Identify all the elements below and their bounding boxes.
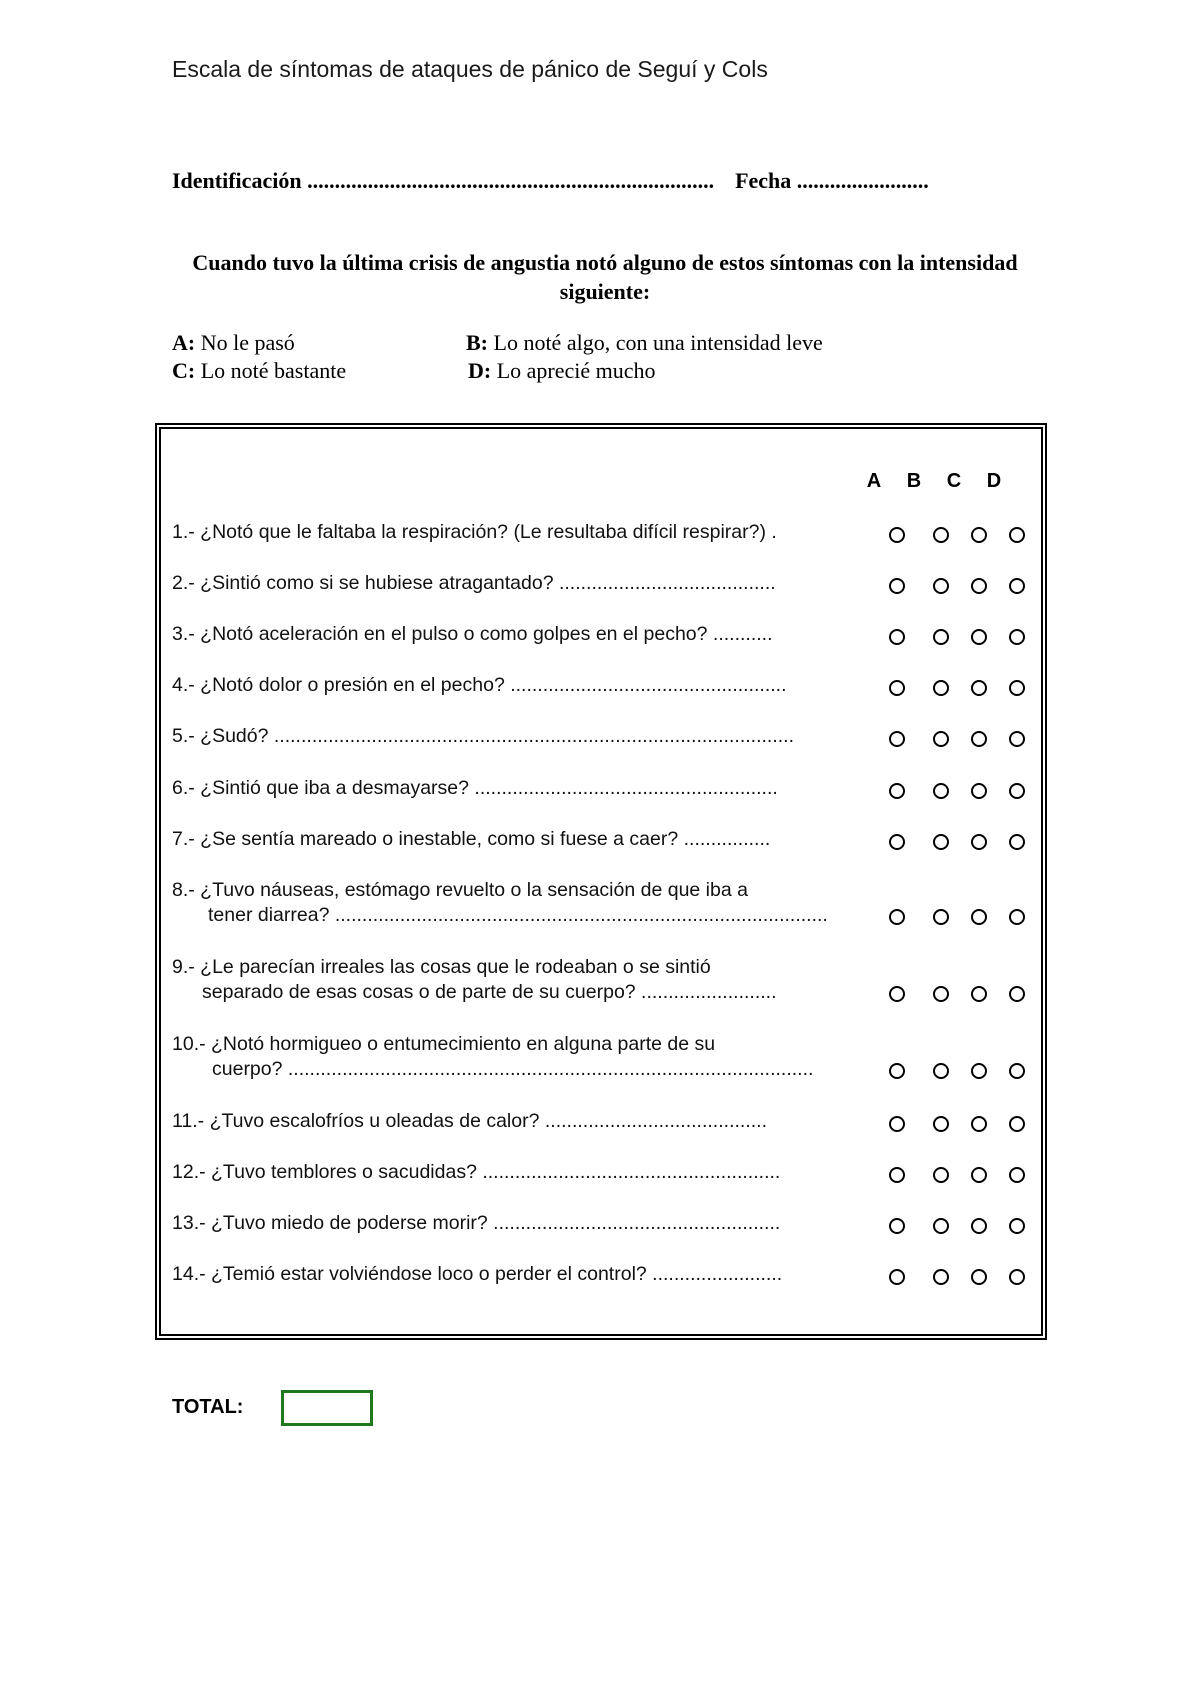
radio-item-9-a[interactable]: [889, 986, 905, 1002]
identification-field[interactable]: ..........................................................................: [307, 168, 715, 193]
total-field[interactable]: [281, 1390, 373, 1426]
radio-item-6-c[interactable]: [971, 783, 987, 799]
legend-d-key: D:: [468, 358, 492, 383]
item-12: [172, 1160, 780, 1185]
item-text: 3.- ¿Notó aceleración en el pulso o como golpes en el pecho? ...........: [172, 623, 773, 645]
item-10: [172, 1032, 813, 1082]
item-text: 7.- ¿Se sentía mareado o inestable, como si fuese a caer? ................: [172, 828, 771, 850]
radio-item-10-d[interactable]: [1009, 1063, 1025, 1079]
date-field[interactable]: ........................: [796, 168, 929, 193]
item-text: 11.- ¿Tuvo escalofríos u oleadas de calor? .........................................: [172, 1110, 767, 1132]
radio-item-3-c[interactable]: [971, 629, 987, 645]
item-text: 13.- ¿Tuvo miedo de poderse morir? .....................................................: [172, 1212, 781, 1234]
item-text: 5.- ¿Sudó? ................................................................................................: [172, 725, 794, 747]
total-label: TOTAL:: [172, 1396, 244, 1418]
column-header-d: D: [986, 470, 1002, 492]
radio-item-7-a[interactable]: [889, 834, 905, 850]
item-1: [172, 520, 777, 545]
radio-item-12-c[interactable]: [971, 1167, 987, 1183]
radio-item-14-b[interactable]: [933, 1269, 949, 1285]
radio-item-5-d[interactable]: [1009, 731, 1025, 747]
radio-item-9-b[interactable]: [933, 986, 949, 1002]
item-text: 10.- ¿Notó hormigueo o entumecimiento en alguna parte de su: [172, 1033, 716, 1055]
instruction-text: Cuando tuvo la última crisis de angustia notó alguno de estos síntomas con la intensidad siguiente:: [192, 250, 1018, 304]
radio-item-13-d[interactable]: [1009, 1218, 1025, 1234]
radio-item-4-d[interactable]: [1009, 680, 1025, 696]
radio-item-10-b[interactable]: [933, 1063, 949, 1079]
item-11: [172, 1109, 767, 1134]
radio-item-8-a[interactable]: [889, 909, 905, 925]
radio-item-10-c[interactable]: [971, 1063, 987, 1079]
radio-item-1-c[interactable]: [971, 527, 987, 543]
item-text-continuation: separado de esas cosas o de parte de su cuerpo? .........................: [202, 981, 777, 1003]
legend-c-key: C:: [172, 358, 196, 383]
radio-item-13-b[interactable]: [933, 1218, 949, 1234]
legend-b-key: B:: [466, 330, 488, 355]
radio-item-5-a[interactable]: [889, 731, 905, 747]
radio-item-1-a[interactable]: [889, 527, 905, 543]
identification-label: Identificación: [172, 168, 302, 193]
date-label: Fecha: [735, 168, 792, 193]
radio-item-14-c[interactable]: [971, 1269, 987, 1285]
page-title: Escala de síntomas de ataques de pánico de Seguí y Cols: [172, 56, 768, 82]
item-text: 12.- ¿Tuvo temblores o sacudidas? .......................................................: [172, 1161, 781, 1183]
radio-item-4-a[interactable]: [889, 680, 905, 696]
radio-item-7-d[interactable]: [1009, 834, 1025, 850]
radio-item-3-d[interactable]: [1009, 629, 1025, 645]
radio-item-1-b[interactable]: [933, 527, 949, 543]
item-text: 6.- ¿Sintió que iba a desmayarse? ........................................................: [172, 777, 778, 799]
radio-item-8-d[interactable]: [1009, 909, 1025, 925]
item-14: [172, 1262, 782, 1287]
legend-a: [172, 330, 295, 356]
legend-d: [468, 358, 656, 384]
radio-item-11-c[interactable]: [971, 1116, 987, 1132]
radio-item-1-d[interactable]: [1009, 527, 1025, 543]
column-header-b: B: [906, 470, 922, 492]
radio-item-12-a[interactable]: [889, 1167, 905, 1183]
item-6: [172, 776, 778, 801]
item-5: [172, 724, 794, 749]
radio-item-11-b[interactable]: [933, 1116, 949, 1132]
radio-item-13-a[interactable]: [889, 1218, 905, 1234]
item-9: [172, 955, 777, 1005]
radio-item-2-b[interactable]: [933, 578, 949, 594]
identification-line: [172, 168, 929, 194]
radio-item-8-b[interactable]: [933, 909, 949, 925]
item-13: [172, 1211, 780, 1236]
item-text: 8.- ¿Tuvo náuseas, estómago revuelto o la sensación de que iba a: [172, 879, 748, 901]
item-7: [172, 827, 770, 852]
radio-item-6-a[interactable]: [889, 783, 905, 799]
item-2: [172, 571, 776, 596]
item-text: 14.- ¿Temió estar volviéndose loco o perder el control? ........................: [172, 1263, 783, 1285]
radio-item-6-b[interactable]: [933, 783, 949, 799]
radio-item-11-d[interactable]: [1009, 1116, 1025, 1132]
radio-item-14-d[interactable]: [1009, 1269, 1025, 1285]
radio-item-4-b[interactable]: [933, 680, 949, 696]
legend-c: [172, 358, 346, 384]
legend-b: [466, 330, 823, 356]
item-4: [172, 673, 787, 698]
item-text: 2.- ¿Sintió como si se hubiese atragantado? ........................................: [172, 572, 776, 594]
radio-item-9-c[interactable]: [971, 986, 987, 1002]
legend-d-text: Lo aprecié mucho: [496, 358, 656, 383]
radio-item-7-b[interactable]: [933, 834, 949, 850]
radio-item-3-a[interactable]: [889, 629, 905, 645]
radio-item-12-d[interactable]: [1009, 1167, 1025, 1183]
radio-item-2-c[interactable]: [971, 578, 987, 594]
radio-item-2-a[interactable]: [889, 578, 905, 594]
radio-item-2-d[interactable]: [1009, 578, 1025, 594]
radio-item-5-c[interactable]: [971, 731, 987, 747]
radio-item-7-c[interactable]: [971, 834, 987, 850]
item-text: 1.- ¿Notó que le faltaba la respiración? (Le resultaba difícil respirar?) .: [172, 521, 777, 543]
radio-item-5-b[interactable]: [933, 731, 949, 747]
column-header-a: A: [866, 470, 882, 492]
radio-item-14-a[interactable]: [889, 1269, 905, 1285]
radio-item-13-c[interactable]: [971, 1218, 987, 1234]
item-text: 4.- ¿Notó dolor o presión en el pecho? ...................................................: [172, 674, 787, 696]
radio-item-8-c[interactable]: [971, 909, 987, 925]
radio-item-9-d[interactable]: [1009, 986, 1025, 1002]
legend-b-text: Lo noté algo, con una intensidad leve: [493, 330, 823, 355]
legend-a-key: A:: [172, 330, 196, 355]
legend-c-text: Lo noté bastante: [200, 358, 347, 383]
radio-item-3-b[interactable]: [933, 629, 949, 645]
column-header-c: C: [946, 470, 962, 492]
item-8: [172, 878, 828, 928]
radio-item-6-d[interactable]: [1009, 783, 1025, 799]
item-text-continuation: tener diarrea? ...........................................................................................: [208, 904, 828, 926]
item-text: 9.- ¿Le parecían irreales las cosas que le rodeaban o se sintió: [172, 956, 711, 978]
item-text-continuation: cuerpo? .................................................................................................: [212, 1058, 814, 1080]
item-3: [172, 622, 773, 647]
radio-item-11-a[interactable]: [889, 1116, 905, 1132]
radio-item-4-c[interactable]: [971, 680, 987, 696]
radio-item-10-a[interactable]: [889, 1063, 905, 1079]
legend-a-text: No le pasó: [200, 330, 295, 355]
radio-item-12-b[interactable]: [933, 1167, 949, 1183]
